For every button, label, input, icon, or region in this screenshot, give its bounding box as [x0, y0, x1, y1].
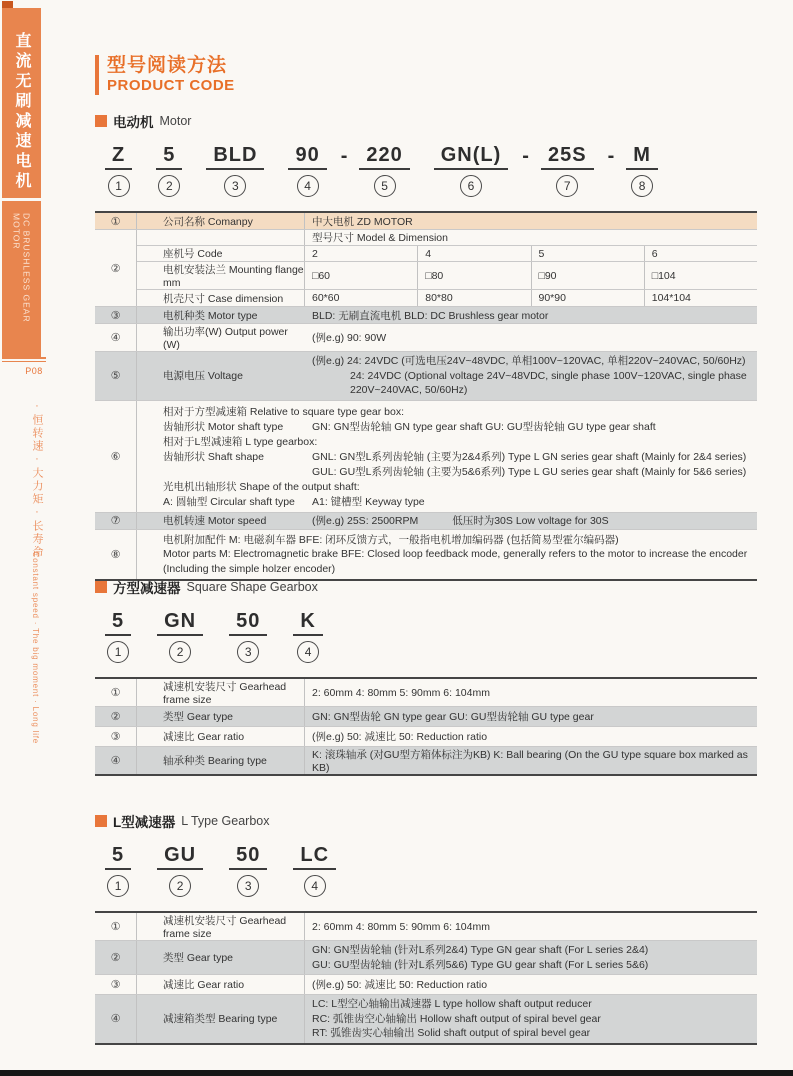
section-square-gearbox [95, 578, 757, 776]
row-number: ② [95, 707, 137, 726]
row-number: ⑥ [95, 401, 137, 512]
row-label: 电机安装法兰 Mounting flange mm [137, 262, 305, 289]
row-label: 减速比 Gear ratio [137, 727, 305, 746]
code-part [229, 610, 267, 663]
detail-label: 齿轴形状 Shaft shape [163, 450, 264, 463]
table-row [95, 513, 757, 530]
code-dash: - [607, 145, 615, 167]
sidebar-tab-product-family [2, 8, 41, 198]
code-dash: - [340, 145, 348, 167]
row-value-note: 低压时为30S Low voltage for 30S [452, 515, 609, 527]
row-label: 减速机安装尺寸 Gearhead frame size [137, 679, 305, 706]
subtable-header: 型号尺寸 Model & Dimension [312, 232, 448, 244]
row-value: (例e.g) 50: 减速比 50: Reduction ratio [312, 731, 488, 743]
section-motor [95, 112, 757, 581]
row-value: 中大电机 ZD MOTOR [312, 215, 413, 228]
sidebar-slogan-en: · Constant speed · The big moment · Long life [31, 545, 40, 745]
code-letter: Z [105, 144, 132, 170]
value-line: RC: 弧锥齿空心轴输出 Hollow shaft output of spiral bevel gear [312, 1012, 601, 1025]
code-circle-number: 4 [297, 175, 319, 197]
row-number: ⑧ [95, 530, 137, 580]
code-part [105, 610, 131, 663]
code-part [157, 610, 203, 663]
code-dash: - [522, 145, 529, 167]
table-row [95, 679, 757, 707]
sidebar-tab-product-family-en [2, 201, 41, 357]
page-bottom-edge [0, 1070, 793, 1076]
row-value [305, 352, 757, 400]
row-number: ③ [95, 307, 137, 323]
row-value: K: 滚珠轴承 (对GU型方箱体标注为KB) K: Ball bearing (On the GU type square box marked as KB) [312, 749, 748, 774]
code-part [541, 144, 594, 197]
code-circle-number: 2 [158, 175, 180, 197]
cell-value: 2 [305, 246, 418, 261]
code-letter: 5 [105, 844, 131, 870]
row-value: GN: GN型齿轮 GN type gear GU: GU型齿轮轴 GU type gear [312, 711, 594, 723]
section-heading-en: Square Shape Gearbox [186, 580, 318, 594]
value-line: 电机附加配件 M: 电磁刹车器 BFE: 闭环反馈方式，一般指电机增加编码器 (包括简易型霍尔编码器) [163, 533, 619, 546]
detail-line: 相对于L型减速箱 L type gearbox: [163, 435, 318, 448]
detail-line: 相对于方型减速箱 Relative to square type gear box: [163, 405, 405, 418]
detail-line: 光电机出轴形状 Shape of the output shaft: [163, 480, 360, 493]
page-title-en: PRODUCT CODE [107, 77, 235, 94]
cell-value: 60*60 [305, 290, 418, 306]
cell-value: 5 [532, 246, 645, 261]
table-row [95, 530, 757, 580]
title-accent-bar [95, 55, 99, 95]
code-circle-number: 1 [108, 175, 130, 197]
code-circle-number: 5 [374, 175, 396, 197]
value-line: RT: 弧锥齿实心轴输出 Solid shaft output of spiral bevel gear [312, 1027, 591, 1039]
code-part [156, 144, 182, 197]
table-row [95, 747, 757, 774]
subtable-row [137, 230, 757, 246]
row-number: ⑦ [95, 513, 137, 529]
table-row [95, 975, 757, 995]
detail-value: GUL: GU型L系列齿轮轴 (主要为5&6系列) Type L GU series gear shaft (Mainly for 5&6 series) [312, 465, 747, 478]
dimension-subtable [137, 230, 757, 306]
section-bullet-icon [95, 115, 107, 127]
row-number: ① [95, 679, 137, 706]
table-row [95, 727, 757, 747]
cell-value: 104*104 [651, 292, 691, 304]
row-number: ① [95, 213, 137, 229]
section-bullet-icon [95, 815, 107, 827]
code-part [105, 844, 131, 897]
table-row [95, 307, 757, 324]
cell-value: 4 [418, 246, 531, 261]
sidebar-divider [2, 357, 46, 362]
code-circle-number: 4 [304, 875, 326, 897]
row-number: ③ [95, 975, 137, 994]
row-value: BLD: 无刷直流电机 BLD: DC Brushless gear motor [312, 309, 549, 322]
value-line: GN: GN型齿轮轴 (针对L系列2&4) Type GN gear shaft (For L series 2&4) [312, 944, 649, 956]
value-line: 24: 24VDC (Optional voltage 24V~48VDC, single phase 100V~120VAC, single phase 220V~240VAC, 50/60Hz) [350, 369, 747, 396]
code-part [105, 144, 132, 197]
section-motor-heading [95, 112, 757, 130]
page-number: P08 [25, 366, 43, 376]
detail-value: GNL: GN型L系列齿轮轴 (主要为2&4系列) Type L GN series gear shaft (Mainly for 2&4 series) [312, 450, 747, 463]
square-code-table [95, 677, 757, 776]
table-row [95, 324, 757, 352]
row-value [305, 995, 757, 1043]
cell-value: □80 [418, 262, 531, 289]
row-label: 座机号 Code [137, 246, 305, 261]
code-letter: GN(L) [434, 144, 509, 170]
table-row [95, 995, 757, 1043]
detail-label: 齿轴形状 Motor shaft type [163, 420, 284, 433]
code-circle-number: 6 [460, 175, 482, 197]
code-letter: 50 [229, 610, 267, 636]
table-row [95, 401, 757, 513]
subtable-row [137, 290, 757, 306]
code-letter: BLD [206, 144, 264, 170]
table-row [95, 352, 757, 401]
section-heading-cn: L型减速器 [113, 815, 176, 830]
code-letter: 25S [541, 144, 594, 170]
code-part [229, 844, 267, 897]
row-label [137, 230, 305, 245]
code-letter: M [626, 144, 658, 170]
value-line: (例e.g) 24: 24VDC (可选电压24V~48VDC, 单相100V~120VAC, 单相220V~240VAC, 50/60Hz) [312, 355, 746, 367]
code-part [293, 844, 336, 897]
cell-value: □60 [305, 262, 418, 289]
code-part [434, 144, 509, 197]
row-number: ④ [95, 324, 137, 351]
code-letter: 90 [288, 144, 326, 170]
detail-label: A: 圆轴型 Circular shaft type [163, 495, 295, 508]
cell-value: 6 [651, 247, 658, 260]
cell-value: □104 [651, 269, 676, 282]
row-number: ④ [95, 747, 137, 774]
section-bullet-icon [95, 581, 107, 593]
row-label: 机壳尺寸 Case dimension [137, 290, 305, 306]
code-letter: GU [157, 844, 203, 870]
row-label: 输出功率(W) Output power (W) [163, 326, 288, 351]
row-label: 类型 Gear type [137, 941, 305, 974]
sidebar-slogan-cn: ·恒转速·大力矩·长寿命 [31, 400, 43, 559]
section-square-heading [95, 578, 757, 596]
section-heading-en: L Type Gearbox [181, 814, 270, 828]
code-circle-number: 4 [297, 641, 319, 663]
code-circle-number: 1 [107, 641, 129, 663]
row-value: (例e.g) 25S: 2500RPM [312, 515, 419, 527]
row-value: 2: 60mm 4: 80mm 5: 90mm 6: 104mm [312, 920, 490, 933]
code-circle-number: 3 [224, 175, 246, 197]
row-number: ① [95, 913, 137, 940]
code-circle-number: 3 [237, 875, 259, 897]
value-line: GU: GU型齿轮轴 (针对L系列5&6) Type GU gear shaft (For L series 5&6) [312, 958, 649, 971]
row-number: ④ [95, 995, 137, 1043]
code-part [359, 144, 409, 197]
row-label: 减速箱类型 Bearing type [137, 995, 305, 1043]
table-row [95, 707, 757, 727]
code-part [293, 610, 322, 663]
code-circle-number: 2 [169, 641, 191, 663]
section-ltype-gearbox [95, 812, 757, 1045]
row-label: 公司名称 Comanpy [137, 213, 305, 229]
table-row [95, 913, 757, 941]
code-letter: 5 [105, 610, 131, 636]
code-circle-number: 8 [631, 175, 653, 197]
code-letter: K [293, 610, 322, 636]
table-row [95, 230, 757, 307]
square-product-code [105, 610, 757, 663]
section-ltype-heading [95, 812, 757, 830]
cell-value: □90 [532, 262, 645, 289]
cell-value: 90*90 [532, 290, 645, 306]
code-circle-number: 1 [107, 875, 129, 897]
row-label: 电机转速 Motor speed [163, 515, 267, 527]
row-number: ② [95, 230, 137, 306]
row-label: 减速机安装尺寸 Gearhead frame size [137, 913, 305, 940]
ltype-product-code [105, 844, 757, 897]
code-part [288, 144, 326, 197]
motor-code-table [95, 211, 757, 581]
shaft-shape-details [137, 401, 757, 512]
page-title-cn: 型号阅读方法 [107, 55, 228, 76]
row-number: ⑤ [95, 352, 137, 400]
row-value [305, 941, 757, 974]
row-label: 电源电压 Voltage [163, 370, 243, 383]
cell-value: 80*80 [418, 290, 531, 306]
row-label: 电机种类 Motor type [163, 309, 258, 322]
ltype-code-table [95, 911, 757, 1045]
row-value: (例e.g) 50: 减速比 50: Reduction ratio [312, 979, 488, 991]
value-line: LC: L型空心轴输出减速器 L type hollow shaft output reducer [312, 998, 592, 1010]
page-title [95, 55, 235, 95]
code-circle-number: 3 [237, 641, 259, 663]
section-heading-cn: 方型减速器 [113, 581, 181, 596]
section-heading-en: Motor [159, 114, 192, 128]
subtable-row [137, 246, 757, 262]
code-circle-number: 2 [169, 875, 191, 897]
motor-product-code [105, 144, 757, 197]
motor-parts-details [137, 530, 757, 580]
table-row [95, 213, 757, 230]
code-letter: 50 [229, 844, 267, 870]
value-line: Motor parts M: Electromagnetic brake BFE: Closed loop feedback mode, generally refers to the motor to increase the encoder (Including the simple holzer encoder) [163, 548, 748, 575]
sidebar-title-vertical: 直流无刷减速电机 [13, 32, 30, 192]
sidebar-subtitle-vertical: DC BRUSHLESS GEAR MOTOR [11, 213, 32, 323]
table-row [95, 941, 757, 975]
code-letter: 220 [359, 144, 409, 170]
row-value: 2: 60mm 4: 80mm 5: 90mm 6: 104mm [312, 686, 490, 699]
subtable-row [137, 262, 757, 290]
detail-value: A1: 键槽型 Keyway type [312, 495, 425, 508]
section-heading-cn: 电动机 [113, 115, 154, 130]
code-part [626, 144, 658, 197]
code-circle-number: 7 [556, 175, 578, 197]
code-letter: 5 [156, 144, 182, 170]
code-part [157, 844, 203, 897]
row-label: 类型 Gear type [137, 707, 305, 726]
row-number: ③ [95, 727, 137, 746]
code-letter: LC [293, 844, 336, 870]
detail-value: GN: GN型齿轮轴 GN type gear shaft GU: GU型齿轮轴 GU type gear shaft [312, 420, 656, 433]
code-letter: GN [157, 610, 203, 636]
row-value: (例e.g) 90: 90W [312, 332, 387, 344]
code-part [206, 144, 264, 197]
row-label: 轴承种类 Bearing type [137, 747, 305, 774]
row-number: ② [95, 941, 137, 974]
row-label: 减速比 Gear ratio [137, 975, 305, 994]
